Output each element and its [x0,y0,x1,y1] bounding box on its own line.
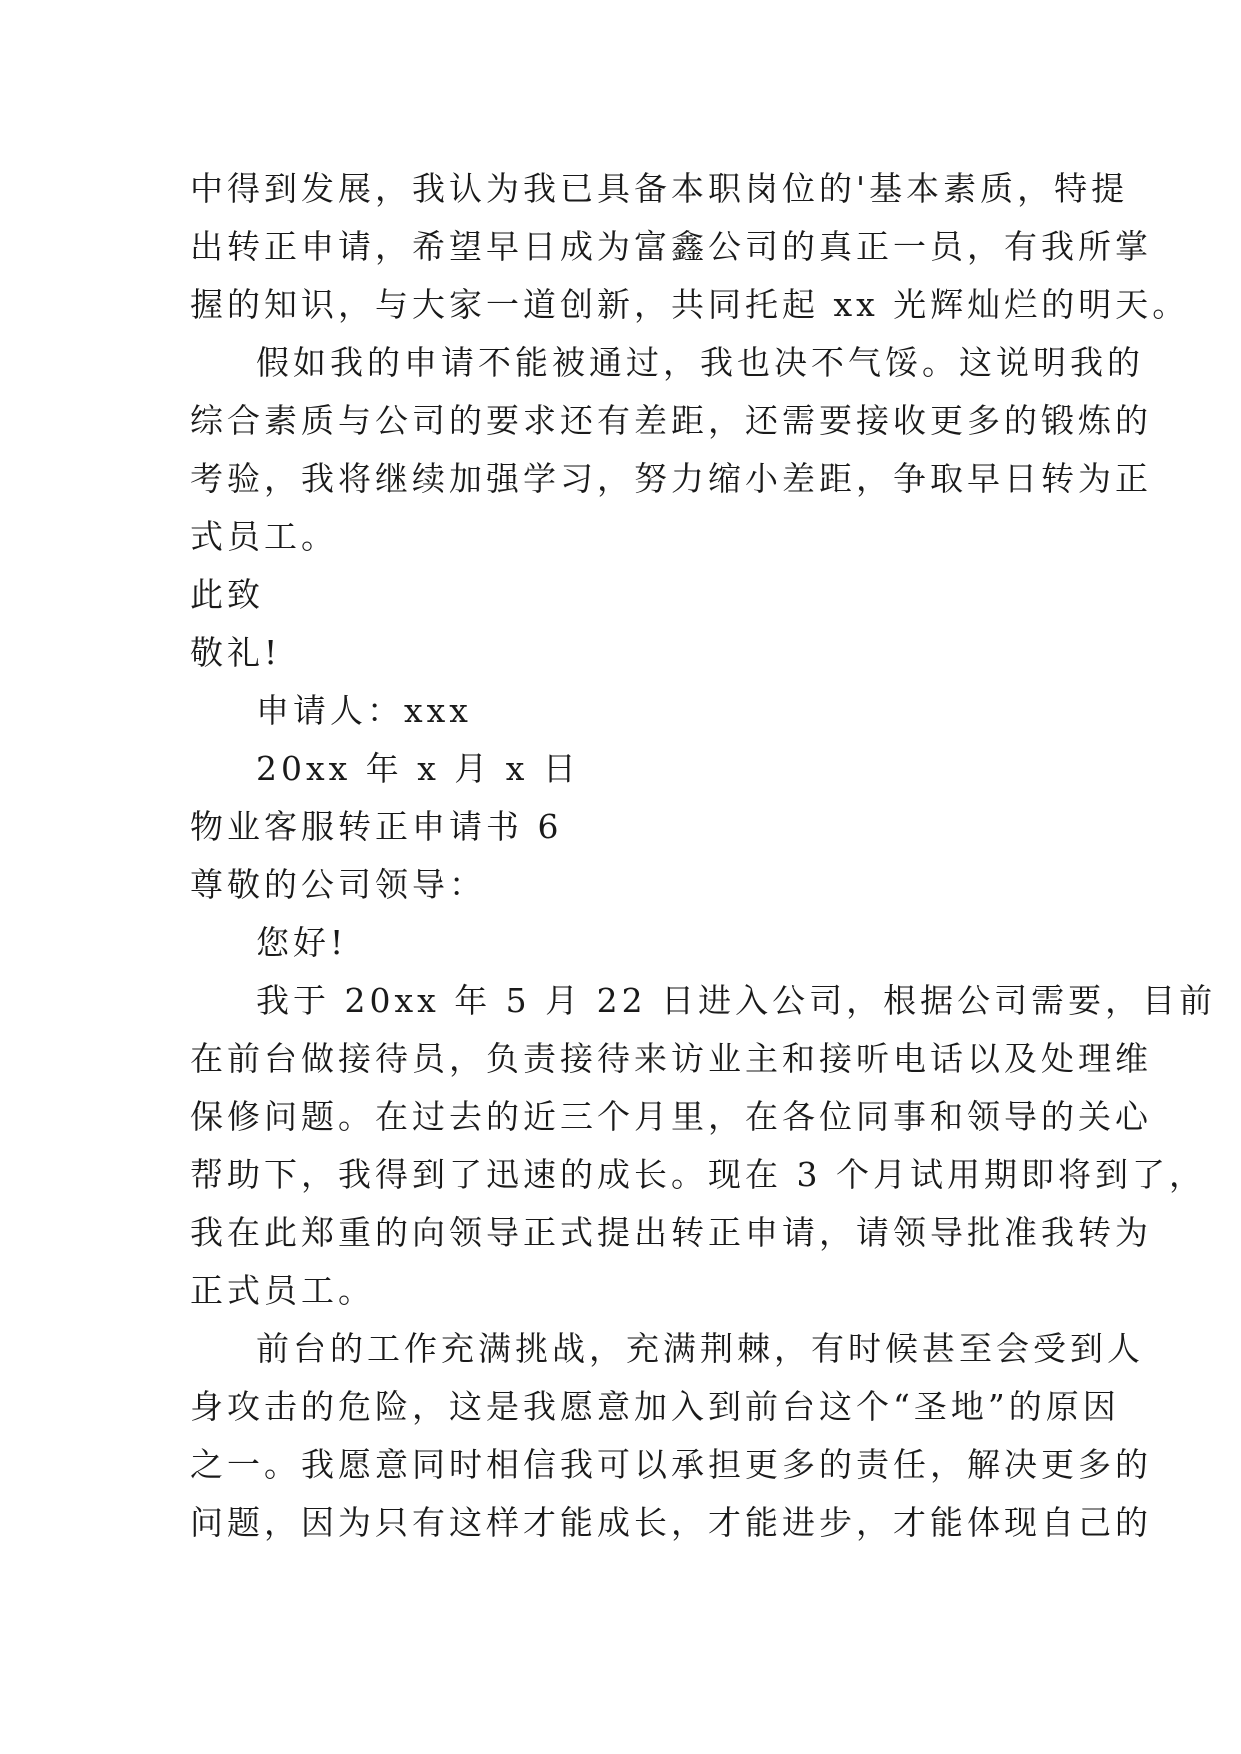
text-line: 身攻击的危险，这是我愿意加入到前台这个“圣地”的原因 [190,1387,1120,1426]
text-line: 假如我的申请不能被通过，我也决不气馁。这说明我的 [256,343,1144,382]
text-line: 综合素质与公司的要求还有差距，还需要接收更多的锻炼的 [190,401,1152,440]
closing-phrase: 此致 [190,575,264,614]
text-line: 帮助下，我得到了迅速的成长。现在 3 个月试用期即将到了， [190,1155,1206,1194]
text-line: 保修问题。在过去的近三个月里，在各位同事和领导的关心 [190,1097,1152,1136]
text-line: 正式员工。 [190,1271,375,1310]
document-body [190,160,1217,1552]
text-line: 考验，我将继续加强学习，努力缩小差距，争取早日转为正 [190,459,1152,498]
text-line: 前台的工作充满挑战，充满荆棘，有时候甚至会受到人 [256,1329,1144,1368]
letter-date: 20xx 年 x 月 x 日 [256,749,580,788]
text-line: 之一。我愿意同时相信我可以承担更多的责任，解决更多的 [190,1445,1152,1484]
letter-greeting: 尊敬的公司领导： [190,865,486,904]
letter-hello: 您好! [256,923,348,962]
applicant-signature: 申请人：xxx [256,691,472,730]
text-line: 出转正申请，希望早日成为富鑫公司的真正一员，有我所掌 [190,227,1152,266]
text-line: 中得到发展，我认为我已具备本职岗位的'基本素质，特提 [190,169,1129,208]
salutation-closing: 敬礼! [190,633,282,672]
text-line: 问题，因为只有这样才能成长，才能进步，才能体现自己的 [190,1503,1152,1542]
text-line: 握的知识，与大家一道创新，共同托起 xx 光辉灿烂的明天。 [190,285,1190,324]
text-line: 我于 20xx 年 5 月 22 日进入公司，根据公司需要，目前 [256,981,1217,1020]
text-line: 我在此郑重的向领导正式提出转正申请，请领导批准我转为 [190,1213,1152,1252]
text-line: 式员工。 [190,517,338,556]
text-line: 在前台做接待员，负责接待来访业主和接听电话以及处理维 [190,1039,1152,1078]
section-title: 物业客服转正申请书 6 [190,807,563,846]
